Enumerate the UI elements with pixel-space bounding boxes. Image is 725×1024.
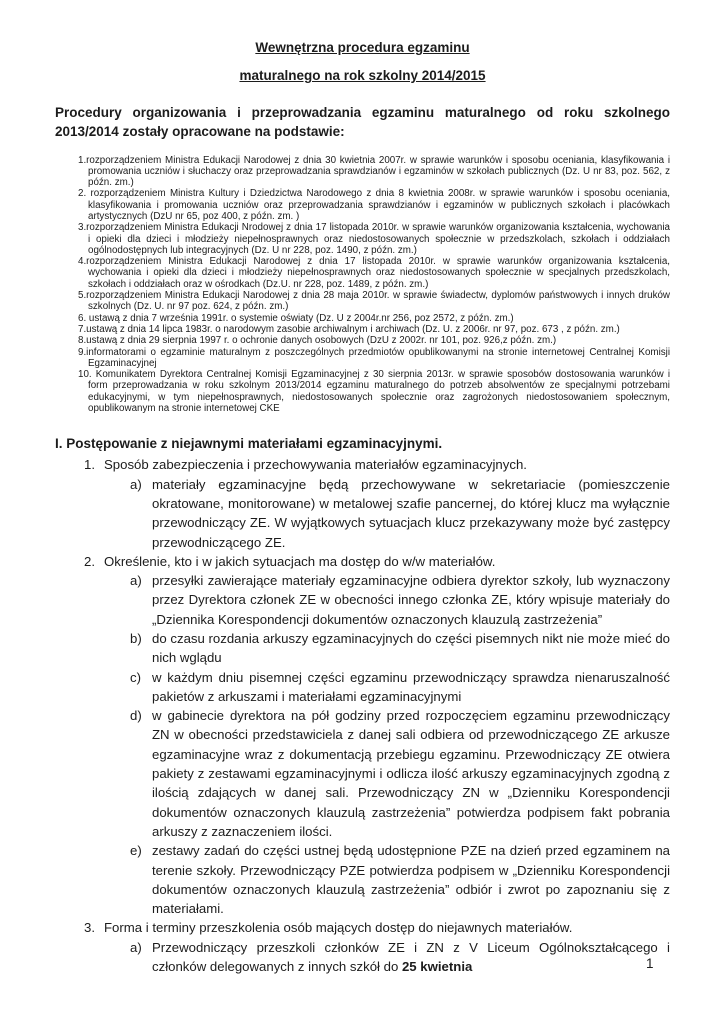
list-item-3a-text-normal: Przewodniczący przeszkoli członków ZE i ZN z V Liceum Ogólnokształcącego i członków delegowanych z innych szkół do <box>152 939 670 975</box>
list-item-2e <box>55 841 670 918</box>
document-title <box>55 34 670 90</box>
legal-item-text: rozporządzeniem Ministra Edukacji Narodowej z dnia 30 kwietnia 2007r. w sprawie warunków i sposobu oceniania, klasyfikowania i promowania uczniów i słuchaczy oraz przeprowadzania sprawdzianów i egzaminów w szkołach publicznych (Dz. U nr 83, poz. 562, z późn. zm.) <box>86 154 670 189</box>
list-item-2d <box>55 706 670 841</box>
legal-item-text: Komunikatem Dyrektora Centralnej Komisji Egzaminacyjnej z 30 sierpnia 2013r. w sprawie sposobów dostosowania warunków i form przeprowadzania w roku szkolnym 2013/2014 egzaminu maturalnego do potrzeb absolwentów ze specjalnymi potrzebami edukacyjnymi, w tym niepełnosprawnych, niedostosowanych społecznie oraz zagrożonych niedostosowaniem społecznym, opublikowanym na stronie internetowej CKE <box>88 369 670 415</box>
list-item-1a-text: materiały egzaminacyjne będą przechowywane w sekretariacie (pomieszczenie okratowane, monitorowane) w metalowej szafie pancernej, do której klucz ma wyłącznie przewodniczący ZE. W wyjątkowych sytuacjach klucz przekazywany może być zastępcy przewodniczącego ZE. <box>152 476 670 550</box>
legal-item <box>78 188 670 222</box>
list-item-2b <box>55 629 670 668</box>
legal-item <box>78 335 670 346</box>
legal-item-marker: 10. <box>78 369 92 381</box>
legal-item <box>78 222 670 256</box>
list-item-2-text: Określenie, kto i w jakich sytuacjach ma dostęp do w/w materiałów. <box>104 553 496 569</box>
list-item-2a <box>55 571 670 629</box>
legal-item-marker: 7. <box>78 323 87 335</box>
page-number: 1 <box>646 956 654 971</box>
list-item-2a-marker: a) <box>130 573 142 589</box>
list-item-2-marker: 2. <box>84 553 95 569</box>
legal-item-text: ustawą z dnia 29 sierpnia 1997 r. o ochronie danych osobowych (DzU z 2002r. nr 101, poz. 926,z późn. zm.) <box>86 335 557 347</box>
list-item-3a <box>55 938 670 977</box>
legal-item-text: informatorami o egzaminie maturalnym z poszczególnych przedmiotów opublikowanymi na stronie internetowej Centralnej Komisji Egzaminacyjnej <box>86 346 670 369</box>
legal-item-marker: 9. <box>78 346 87 358</box>
list-item-2c-marker: c) <box>130 669 141 685</box>
legal-item <box>78 155 670 189</box>
intro-paragraph: Procedury organizowania i przeprowadzania egzaminu maturalnego od roku szkolnego 2013/2014 zostały opracowane na podstawie: <box>55 105 670 139</box>
legal-item-marker: 3. <box>78 222 87 234</box>
legal-item-marker: 8. <box>78 335 87 347</box>
list-item-2b-marker: b) <box>130 631 142 646</box>
legal-item <box>78 347 670 370</box>
legal-item <box>78 290 670 313</box>
list-item-2c <box>55 668 670 707</box>
list-item-3-marker: 3. <box>84 920 95 936</box>
list-item-2a-text: przesyłki zawierające materiały egzaminacyjne odbiera dyrektor szkoły, lub wyznaczony przez Dyrektora członek ZE w obecności innego członka ZE, który wpisuje materiały do „Dziennika Korespondencji dokumentów oznaczonych klauzulą zastrzeżenia” <box>152 573 670 627</box>
list-item-2 <box>55 552 670 571</box>
legal-item-text: rozporządzeniem Ministra Edukacji Nrodowej z dnia 17 listopada 2010r. w sprawie warunków organizowania kształcenia, wychowania i opieki dla dzieci i młodzieży niepełnosprawnych oraz niedostosowanych społecznie w przedszkolach, szkołach i oddziałach ogólnodostępnych lub integracyjnych (Dz. U nr 228, poz. 1490, z późn. zm.) <box>86 222 670 256</box>
legal-item-marker: 6. <box>78 312 87 324</box>
list-item-1-text: Sposób zabezpieczenia i przechowywania materiałów egzaminacyjnych. <box>104 457 527 473</box>
legal-item <box>78 313 670 324</box>
list-item-1-marker: 1. <box>84 457 95 473</box>
title-line-1: Wewnętrzna procedura egzaminu <box>255 40 470 55</box>
legal-item <box>78 256 670 290</box>
legal-item <box>78 324 670 335</box>
list-item-3a-marker: a) <box>130 939 142 955</box>
list-item-1a <box>55 475 670 552</box>
legal-item-text: ustawą z dnia 7 września 1991r. o systemie oświaty (Dz. U z 2004r.nr 256, poz 2572, z późn. zm.) <box>86 312 514 324</box>
legal-item-text: ustawą z dnia 14 lipca 1983r. o narodowym zasobie archiwalnym i archiwach (Dz. U. z 2006r. nr 97, poz. 673 , z późn. zm.) <box>86 323 620 335</box>
list-item-2e-marker: e) <box>130 843 142 859</box>
list-item-2e-text: zestawy zadań do części ustnej będą udostępnione PZE na dzień przed egzaminem na terenie szkoły. Przewodniczący PZE potwierdza podpisem w „Dzienniku Korespondencji dokumentów oznaczonych klauzulą zastrzeżenia” odbiór i zwrot po zapoznaniu się z materiałami. <box>152 843 670 917</box>
list-item-3-text: Forma i terminy przeszkolenia osób mających dostęp do niejawnych materiałów. <box>104 920 573 936</box>
legal-item-marker: 1. <box>78 154 87 166</box>
legal-item-marker: 4. <box>78 256 87 268</box>
list-item-2d-marker: d) <box>130 708 142 724</box>
legal-basis-list <box>78 155 670 415</box>
legal-item-text: rozporządzeniem Ministra Kultury i Dziedzictwa Narodowego z dnia 8 kwietnia 2008r. w sprawie warunków i sposobu oceniania, klasyfikowania i promowania uczniów oraz przeprowadzania sprawdzianów i egzaminów w publicznych szkołach i placówkach artystycznych (DzU nr 65, poz 400, z późn. zm. ) <box>86 188 670 222</box>
legal-item-text: rozporządzeniem Ministra Edukacji Narodowej z dnia 28 maja 2010r. w sprawie świadectw, dyplomów państwowych i innych druków szkolnych (Dz. U. nr 97 poz. 624, z późn. zm.) <box>86 290 670 313</box>
section-1-heading: I. Postępowanie z niejawnymi materiałami egzaminacyjnymi. <box>55 436 443 452</box>
legal-item <box>78 369 670 414</box>
title-line-2: maturalnego na rok szkolny 2014/2015 <box>239 68 486 83</box>
list-item-2c-text: w każdym dniu pisemnej części egzaminu przewodniczący sprawdza nienaruszalność pakietów z arkuszami i materiałami egzaminacyjnymi <box>152 669 670 704</box>
list-item-1 <box>55 455 670 474</box>
list-item-1a-marker: a) <box>130 476 142 492</box>
legal-item-marker: 5. <box>78 290 87 302</box>
list-item-3a-text <box>152 938 670 977</box>
list-item-3a-text-bold: 25 kwietnia <box>401 959 473 975</box>
list-item-2b-text: do czasu rozdania arkuszy egzaminacyjnych do części pisemnych nikt nie może mieć do nich wglądu <box>152 631 670 666</box>
list-item-3 <box>55 918 670 937</box>
list-item-2d-text: w gabinecie dyrektora na pół godziny przed rozpoczęciem egzaminu przewodniczący ZN w obecności przedstawiciela z danej sali odbiera od przewodniczącego ZE arkusze egzaminacyjne wraz z dokumentacją przebiegu egzaminu. Przewodniczący ZE otwiera pakiety z zestawami egzaminacyjnymi i odlicza ilość arkuszy egzaminacyjnych zgodną z ilością zdających w danej sali. Przewodniczący ZN w „Dzienniku Korespondencji dokumentów oznaczonych klauzulą zastrzeżenia” potwierdza podpisem fakt pobrania arkuszy z zaznaczeniem ilości. <box>152 708 670 839</box>
section-1-list <box>55 455 670 976</box>
legal-item-text: rozporządzeniem Ministra Edukacji Narodowej z dnia 17 listopada 2010r. w sprawie warunków organizowania kształcenia, wychowania i opieki dla dzieci i młodzieży niepełnosprawnych oraz niedostosowanych społecznie w specjalnych przedszkolach, szkołach i oddziałach oraz w ośrodkach (Dz.U. nr 228, poz. 1489, z późn. zm.) <box>86 256 670 290</box>
legal-item-marker: 2. <box>78 188 87 200</box>
